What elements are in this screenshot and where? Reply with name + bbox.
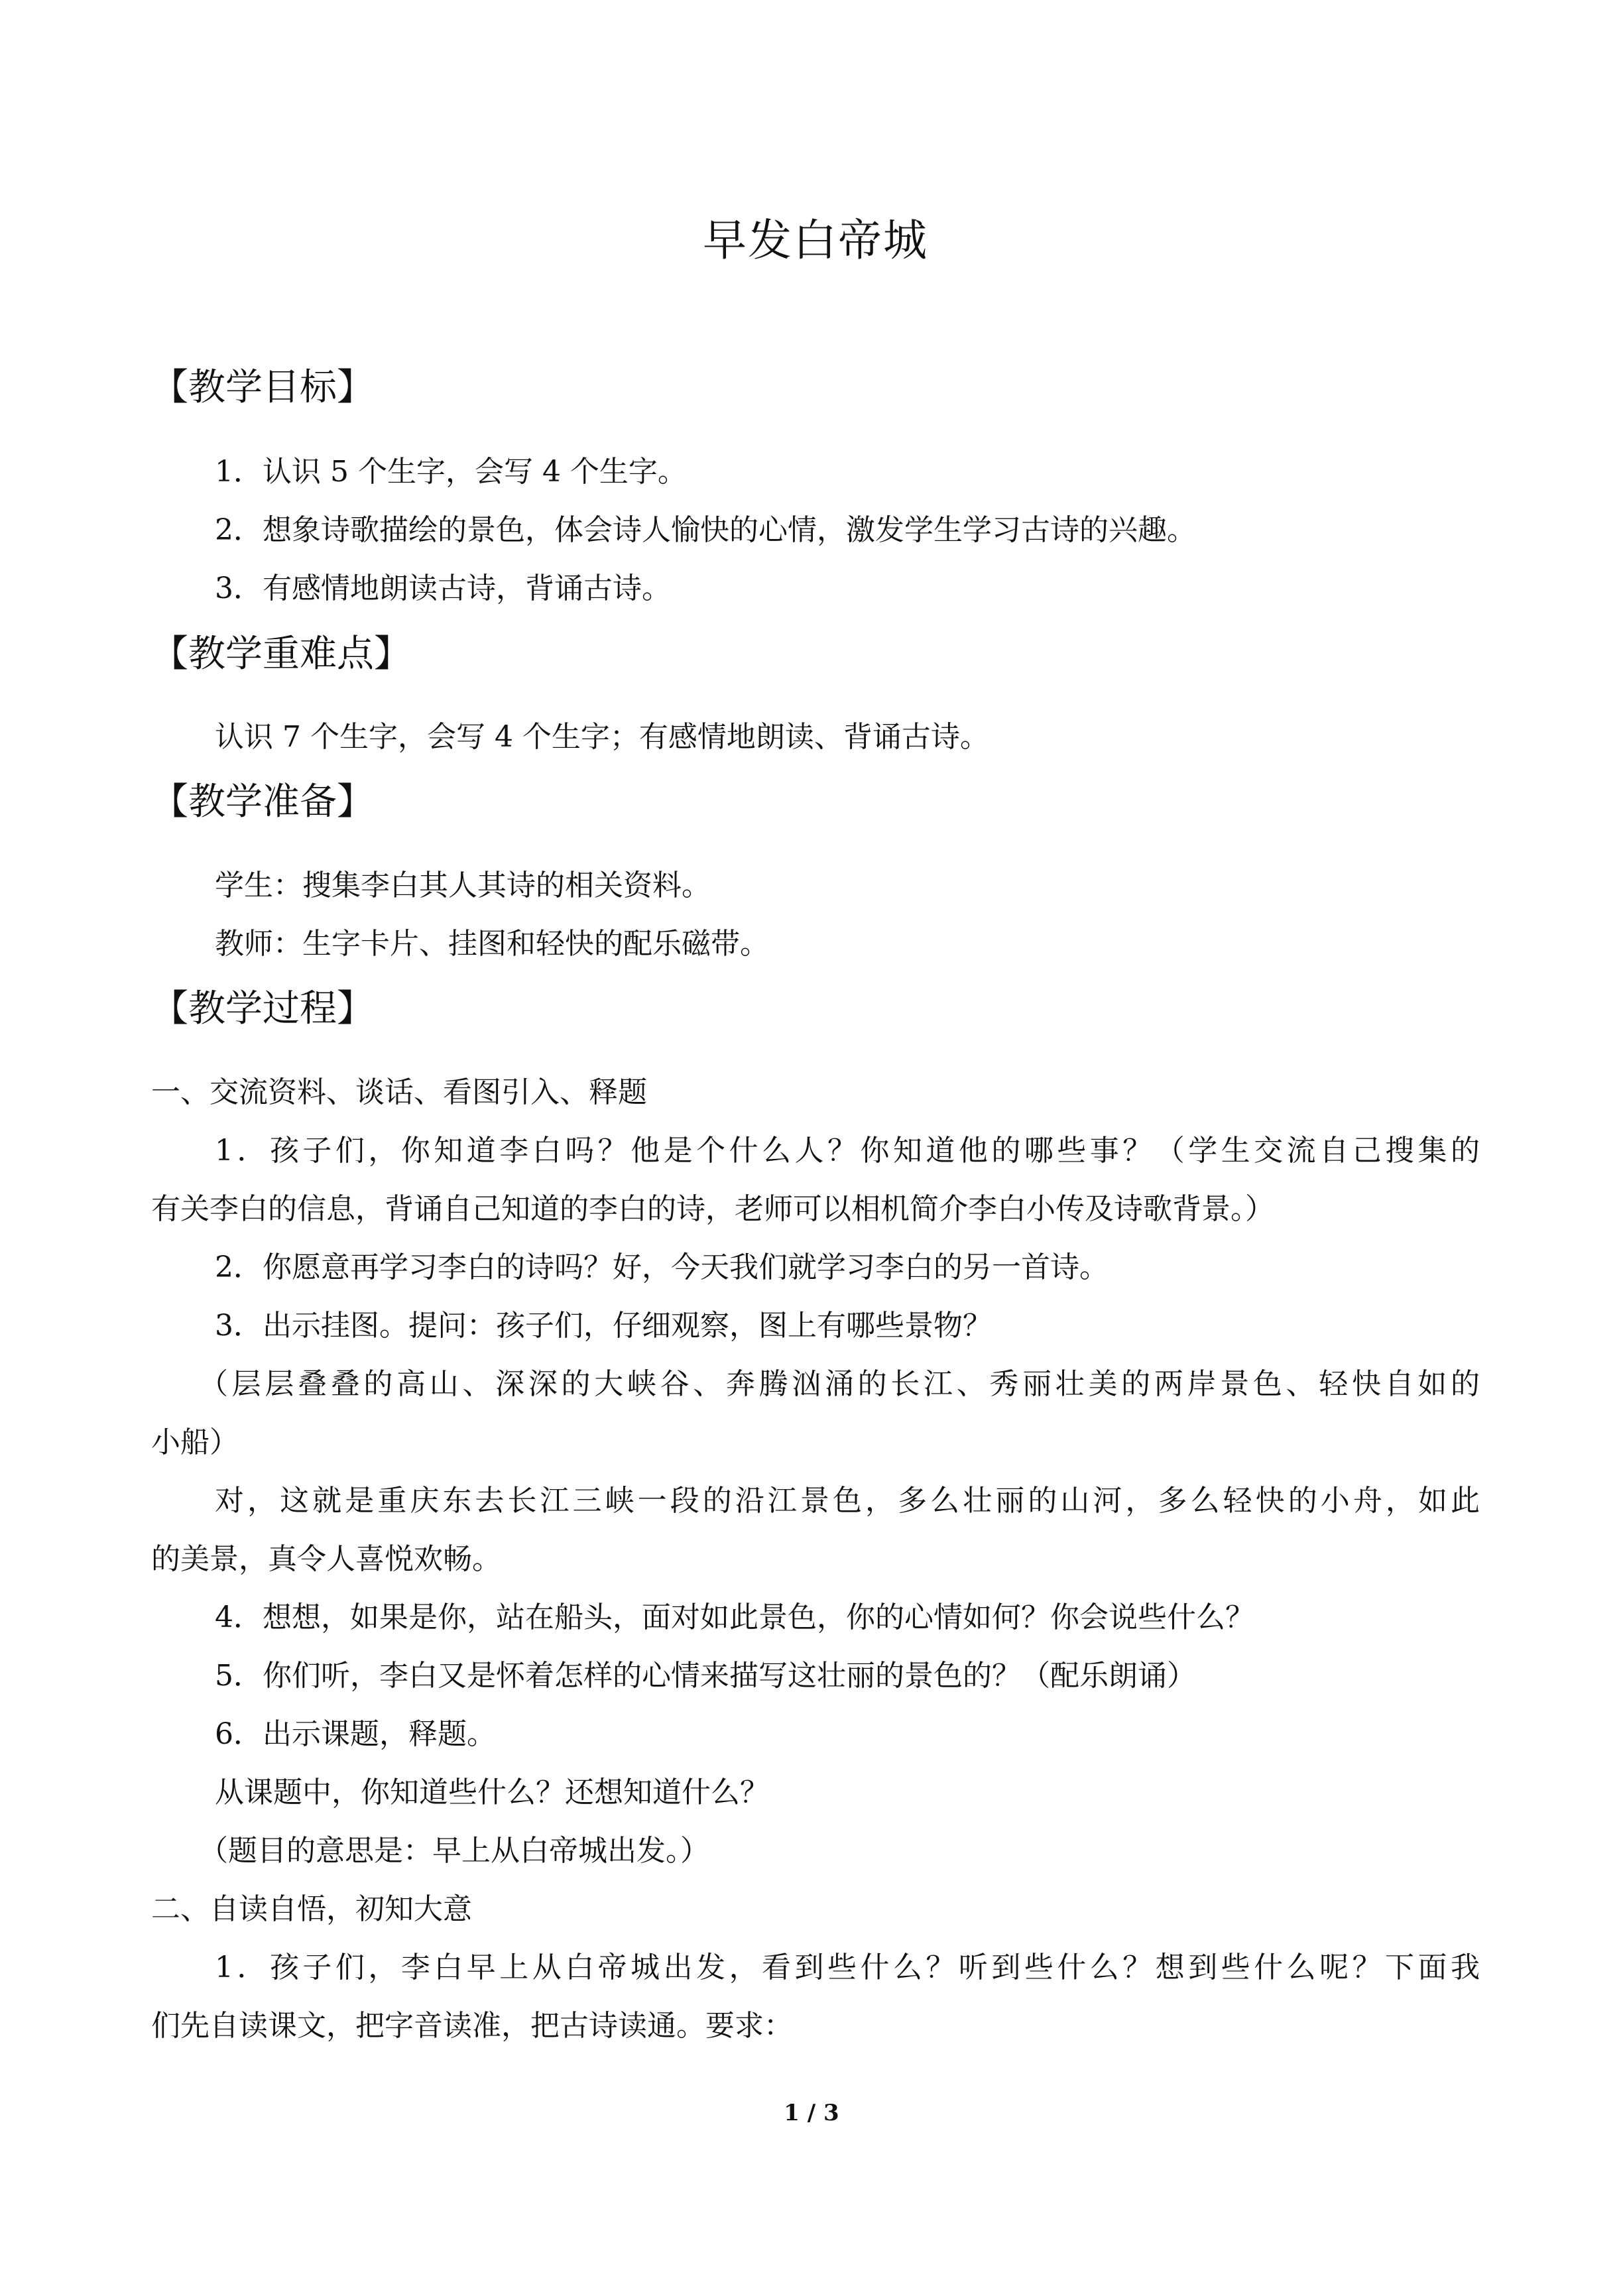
document-title: 早发白帝城 [703, 215, 928, 266]
page-number: 1 / 3 [784, 2100, 839, 2126]
process-part1-heading: 一、交流资料、谈话、看图引入、释题 [151, 1075, 647, 1109]
process-part1-step2: 2．你愿意再学习李白的诗吗？好，今天我们就学习李白的另一首诗。 [215, 1250, 1109, 1284]
process-part1-step6: 6．出示课题，释题。 [215, 1717, 496, 1751]
process-part1-step3: 3．出示挂图。提问：孩子们，仔细观察，图上有哪些景物？ [215, 1309, 992, 1343]
process-part2-step1-line1: 1．孩子们，李白早上从白帝城出发，看到些什么？听到些什么？想到些什么呢？下面我 [215, 1951, 1480, 1984]
process-part1-step3-answer-line1: （层层叠叠的高山、深深的大峡谷、奔腾汹涌的长江、秀丽壮美的两岸景色、轻快自如的 [199, 1367, 1480, 1401]
process-part1-step5: 5．你们听，李白又是怀着怎样的心情来描写这壮丽的景色的？（配乐朗诵） [215, 1659, 1196, 1693]
preparation-teacher: 教师：生字卡片、挂图和轻快的配乐磁带。 [215, 927, 769, 961]
process-part1-step6-question: 从课题中，你知道些什么？还想知道什么？ [215, 1776, 769, 1809]
objective-item-3: 3．有感情地朗读古诗，背诵古诗。 [215, 572, 671, 605]
process-part2-heading: 二、自读自悟，初知大意 [151, 1892, 472, 1926]
process-part1-step1-line1: 1．孩子们，你知道李白吗？他是个什么人？你知道他的哪些事？（学生交流自己搜集的 [215, 1134, 1480, 1168]
process-part2-step1-line2: 们先自读课文，把字音读准，把古诗读通。要求： [151, 2009, 793, 2043]
heading-preparation: 【教学准备】 [151, 780, 374, 823]
heading-key-points: 【教学重难点】 [151, 633, 411, 676]
process-part1-step3-answer-line2: 小船） [151, 1425, 239, 1459]
key-points-text: 认识 7 个生字，会写 4 个生字；有感情地朗读、背诵古诗。 [215, 720, 989, 754]
heading-objectives: 【教学目标】 [151, 366, 374, 409]
heading-process: 【教学过程】 [151, 987, 374, 1030]
objective-item-2: 2．想象诗歌描绘的景色，体会诗人愉快的心情，激发学生学习古诗的兴趣。 [215, 513, 1196, 547]
preparation-students: 学生：搜集李白其人其诗的相关资料。 [215, 869, 711, 902]
process-part1-step1-line2: 有关李白的信息，背诵自己知道的李白的诗，老师可以相机简介李白小传及诗歌背景。） [151, 1192, 1274, 1226]
process-part1-step3-note-line1: 对，这就是重庆东去长江三峡一段的沿江景色，多么壮丽的山河，多么轻快的小舟，如此 [215, 1484, 1480, 1518]
process-part1-step6-answer: （题目的意思是：早上从白帝城出发。） [199, 1834, 709, 1868]
process-part1-step4: 4．想想，如果是你，站在船头，面对如此景色，你的心情如何？你会说些什么？ [215, 1601, 1254, 1634]
process-part1-step3-note-line2: 的美景，真令人喜悦欢畅。 [151, 1542, 501, 1576]
objective-item-1: 1．认识 5 个生字，会写 4 个生字。 [215, 455, 687, 489]
